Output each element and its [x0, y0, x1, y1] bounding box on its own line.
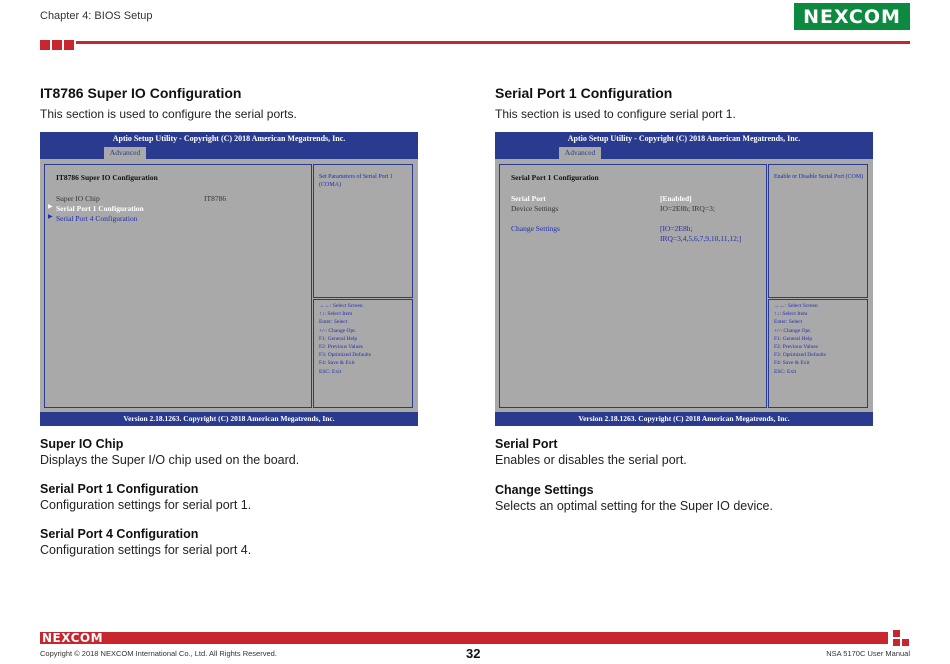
submenu-arrow-icon: ▶ [48, 214, 53, 220]
bios-tab-row [40, 146, 418, 159]
selected-arrow-icon: ▶ [48, 204, 53, 210]
chapter-label: Chapter 4: BIOS Setup [40, 10, 153, 22]
left-section-title: IT8786 Super IO Configuration [40, 85, 242, 101]
device-settings-value: IO=2E8h; IRQ=3; [660, 204, 715, 213]
bios-bottom-bar: Version 2.18.1263. Copyright (C) 2018 American Megatrends, Inc. [40, 412, 418, 426]
nexcom-logo [794, 3, 910, 30]
key-legend-line: Enter: Select [319, 319, 348, 326]
serial-port-1-config-item[interactable]: Serial Port 1 Configuration [56, 204, 144, 213]
bios-key-legend [774, 302, 826, 376]
desc-text: Enables or disables the serial port. [495, 453, 687, 467]
key-legend-line: F2: Previous Values [319, 344, 363, 351]
key-legend-line: +/-: Change Opt. [319, 327, 357, 334]
bios-bottom-bar: Version 2.18.1263. Copyright (C) 2018 American Megatrends, Inc. [495, 412, 873, 426]
key-legend-line: ESC: Exit [774, 368, 797, 375]
key-legend-line: F3: Optimized Defaults [774, 352, 826, 359]
bios-top-bar: Aptio Setup Utility - Copyright (C) 2018 American Megatrends, Inc. [495, 132, 873, 146]
footer-bar [40, 632, 888, 644]
logo-text: NEXCOM [803, 5, 901, 28]
key-legend-line: F2: Previous Values [774, 344, 818, 351]
bios-heading: Serial Port 1 Configuration [511, 173, 599, 182]
header-rule [76, 41, 910, 44]
bios-tab-row [495, 146, 873, 159]
super-io-chip-label: Super IO Chip [56, 194, 100, 203]
desc-text: Displays the Super I/O chip used on the board. [40, 453, 300, 467]
page-number: 32 [466, 646, 481, 661]
desc-title: Super IO Chip [40, 437, 124, 451]
serial-port-value[interactable]: [Enabled] [660, 194, 692, 203]
header-squares [40, 40, 74, 50]
right-section-title: Serial Port 1 Configuration [495, 85, 673, 101]
desc-text: Configuration settings for serial port 4. [40, 543, 252, 557]
manual-name: NSA 5170C User Manual [826, 649, 910, 658]
key-legend-line: +/-: Change Opt. [774, 327, 812, 334]
tab-advanced[interactable]: Advanced [104, 147, 146, 159]
tab-advanced[interactable]: Advanced [559, 147, 601, 159]
desc-text: Configuration settings for serial port 1. [40, 498, 252, 512]
bios-screen-superio [40, 132, 418, 426]
change-settings-label[interactable]: Change Settings [511, 224, 560, 233]
serial-port-4-config-item[interactable]: Serial Port 4 Configuration [56, 214, 138, 223]
change-settings-value[interactable]: [IO=2E8h; [660, 224, 693, 233]
footer-copyright: Copyright © 2018 NEXCOM International Co., Ltd. All Rights Reserved. [40, 649, 277, 658]
bios-screen-serialport1 [495, 132, 873, 426]
key-legend-line: F4: Save & Exit [319, 360, 355, 367]
desc-text: Selects an optimal setting for the Super IO device. [495, 499, 773, 513]
key-legend-line: →←: Select Screen [319, 303, 363, 309]
bios-help-panel [768, 164, 868, 298]
key-legend-line: ↑↓: Select Item [774, 311, 808, 318]
bios-top-bar: Aptio Setup Utility - Copyright (C) 2018 American Megatrends, Inc. [40, 132, 418, 146]
bios-help-text: Set Parameters of Serial Port 1 (COMA) [319, 174, 393, 188]
bios-heading: IT8786 Super IO Configuration [56, 173, 158, 182]
desc-title: Serial Port [495, 437, 558, 451]
right-section-subtitle: This section is used to configure serial port 1. [495, 107, 736, 121]
desc-title: Serial Port 1 Configuration [40, 482, 199, 496]
key-legend-line: →←: Select Screen [774, 303, 818, 309]
bios-key-legend [319, 302, 371, 376]
key-legend-line: Enter: Select [774, 319, 803, 326]
key-legend-line: F4: Save & Exit [774, 360, 810, 367]
footer-squares [893, 630, 910, 647]
key-legend-line: ESC: Exit [319, 368, 342, 375]
key-legend-line: F3: Optimized Defaults [319, 352, 371, 359]
device-settings-label: Device Settings [511, 204, 559, 213]
key-legend-line: F1: General Help [774, 335, 813, 342]
super-io-chip-value: IT8786 [204, 194, 227, 203]
key-legend-line: F1: General Help [319, 335, 358, 342]
left-section-subtitle: This section is used to configure the serial ports. [40, 107, 297, 121]
change-settings-value-cont[interactable]: IRQ=3,4,5,6,7,9,10,11,12;] [660, 234, 742, 243]
desc-title: Change Settings [495, 483, 594, 497]
serial-port-label[interactable]: Serial Port [511, 194, 546, 203]
footer-logo: NEXCOM [42, 631, 104, 645]
bios-help-text: Enable or Disable Serial Port (COM) [774, 174, 864, 180]
key-legend-line: ↑↓: Select Item [319, 311, 353, 318]
desc-title: Serial Port 4 Configuration [40, 527, 199, 541]
